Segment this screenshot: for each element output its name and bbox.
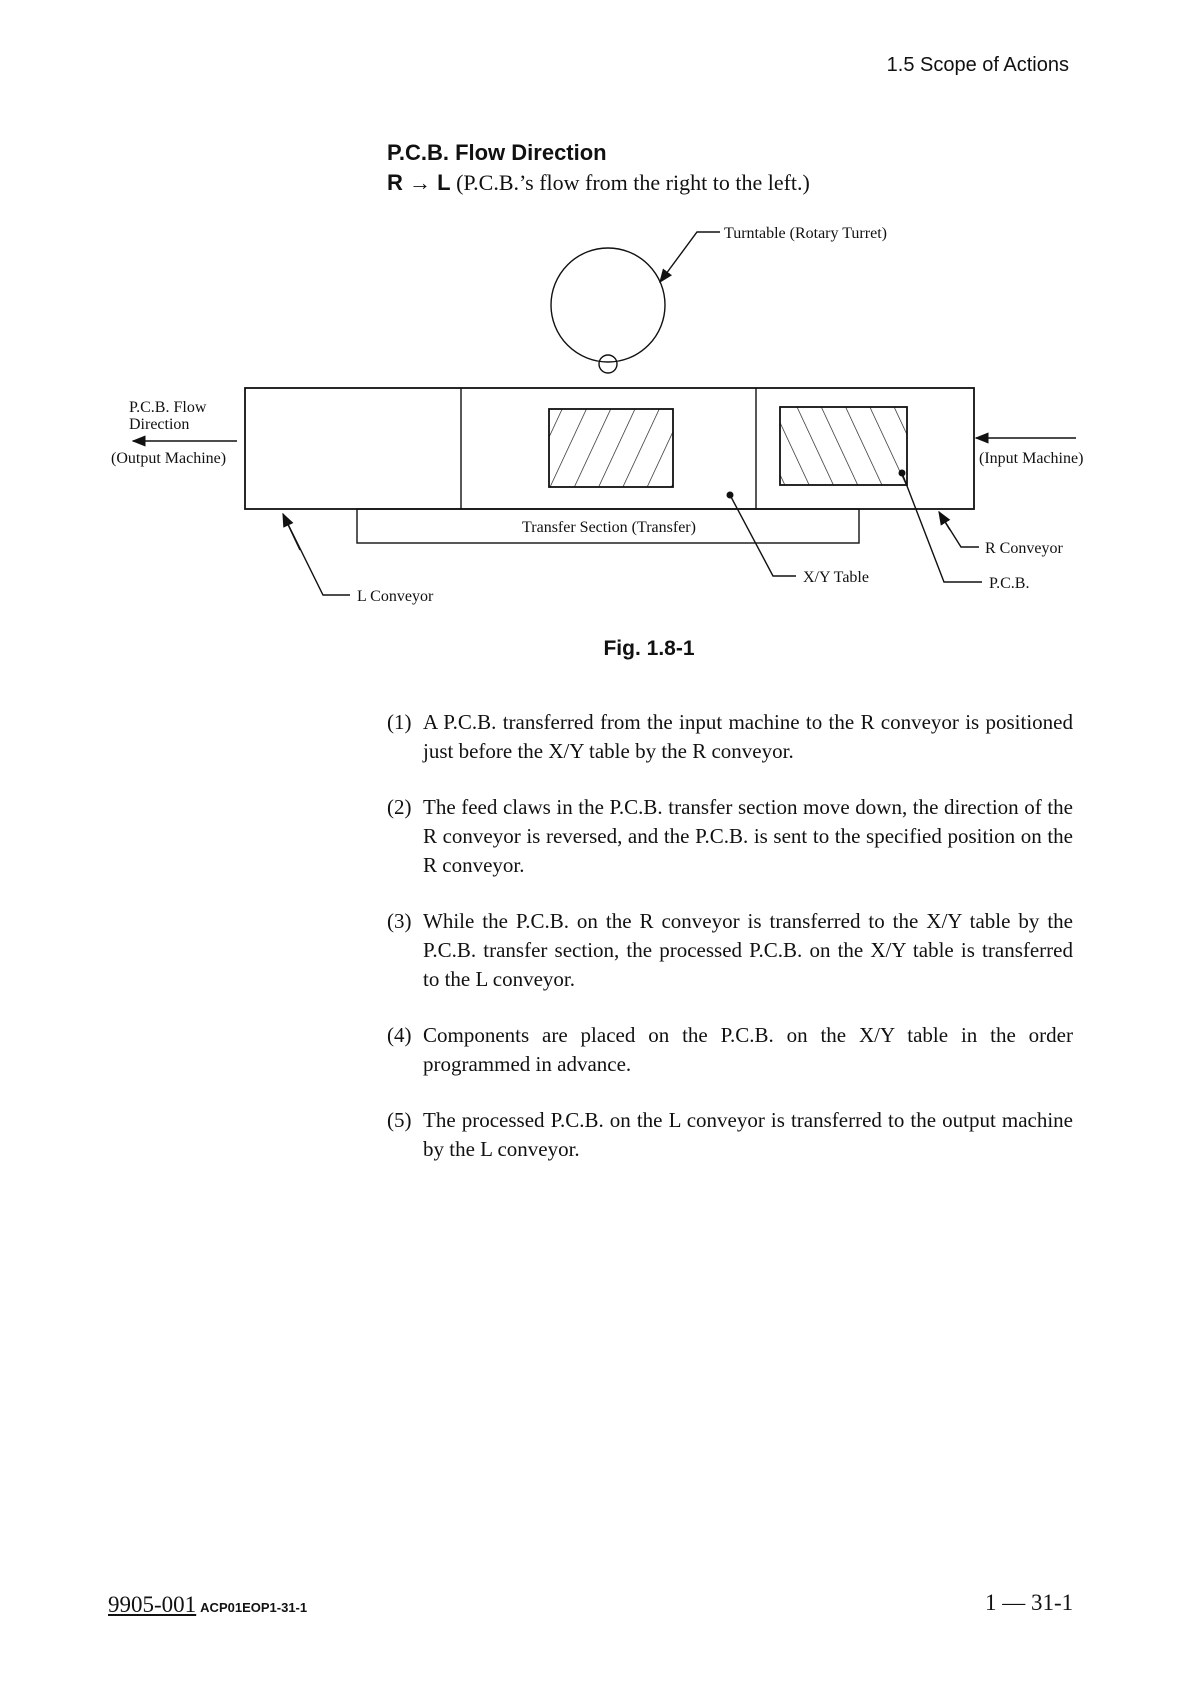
step-1	[387, 708, 1073, 766]
pcb-leader	[902, 473, 982, 582]
step-text: While the P.C.B. on the R conveyor is transferred to the X/Y table by the P.C.B. transfer section, the processed P.C.B. on the X/Y table is transferred to the L conveyor.	[423, 909, 1073, 991]
step-4	[387, 1021, 1073, 1079]
footer-doc-id	[108, 1592, 307, 1618]
r-conveyor-label: R Conveyor	[985, 540, 1063, 557]
xy-table-pcb	[549, 409, 673, 487]
page-number: 1 — 31-1	[985, 1590, 1074, 1615]
section-header: 1.5 Scope of Actions	[886, 54, 1069, 76]
doc-subcode: ACP01EOP1-31-1	[200, 1600, 308, 1615]
flow-label-2: Direction	[129, 416, 190, 433]
flow-direction: R → L	[387, 170, 451, 195]
step-2	[387, 793, 1073, 880]
output-machine-label: (Output Machine)	[111, 450, 227, 467]
l-conveyor-leader	[283, 514, 350, 595]
figure-caption: Fig. 1.8-1	[603, 637, 695, 660]
transfer-section-label: Transfer Section (Transfer)	[522, 519, 696, 536]
xy-table-dot	[727, 492, 734, 499]
flow-description: (P.C.B.’s flow from the right to the left.)	[450, 170, 810, 195]
step-number: (3)	[387, 909, 412, 933]
nozzle-circle	[599, 355, 617, 373]
pcb-label: P.C.B.	[989, 575, 1030, 592]
step-text: The feed claws in the P.C.B. transfer section move down, the direction of the R conveyor is reversed, and the P.C.B. is sent to the specified position on the R conveyor.	[423, 795, 1073, 877]
l-conveyor-label: L Conveyor	[357, 588, 434, 605]
step-3	[387, 907, 1073, 994]
step-number: (2)	[387, 795, 412, 819]
flow-label-1: P.C.B. Flow	[129, 399, 207, 416]
input-machine-label: (Input Machine)	[979, 450, 1084, 467]
step-number: (4)	[387, 1023, 412, 1047]
page-title: P.C.B. Flow Direction	[387, 140, 607, 165]
step-number: (1)	[387, 710, 412, 734]
r-conveyor-pcb	[780, 407, 907, 485]
step-number: (5)	[387, 1108, 412, 1132]
step-text: Components are placed on the P.C.B. on the X/Y table in the order programmed in advance.	[423, 1023, 1073, 1076]
pcb-flow-diagram	[0, 0, 1187, 700]
step-text: A P.C.B. transferred from the input machine to the R conveyor is positioned just before the X/Y table by the R conveyor.	[423, 710, 1073, 763]
pcb-dot	[899, 470, 906, 477]
step-text: The processed P.C.B. on the L conveyor is transferred to the output machine by the L conveyor.	[423, 1108, 1073, 1161]
doc-code: 9905-001	[108, 1592, 197, 1617]
turntable-label: Turntable (Rotary Turret)	[724, 225, 887, 242]
turntable-leader	[660, 232, 720, 282]
xy-table-label: X/Y Table	[803, 569, 869, 586]
turntable-circle	[551, 248, 665, 362]
turntable	[551, 248, 665, 373]
xy-table-leader	[730, 495, 796, 576]
r-conveyor-leader	[939, 512, 979, 547]
step-5	[387, 1106, 1073, 1164]
